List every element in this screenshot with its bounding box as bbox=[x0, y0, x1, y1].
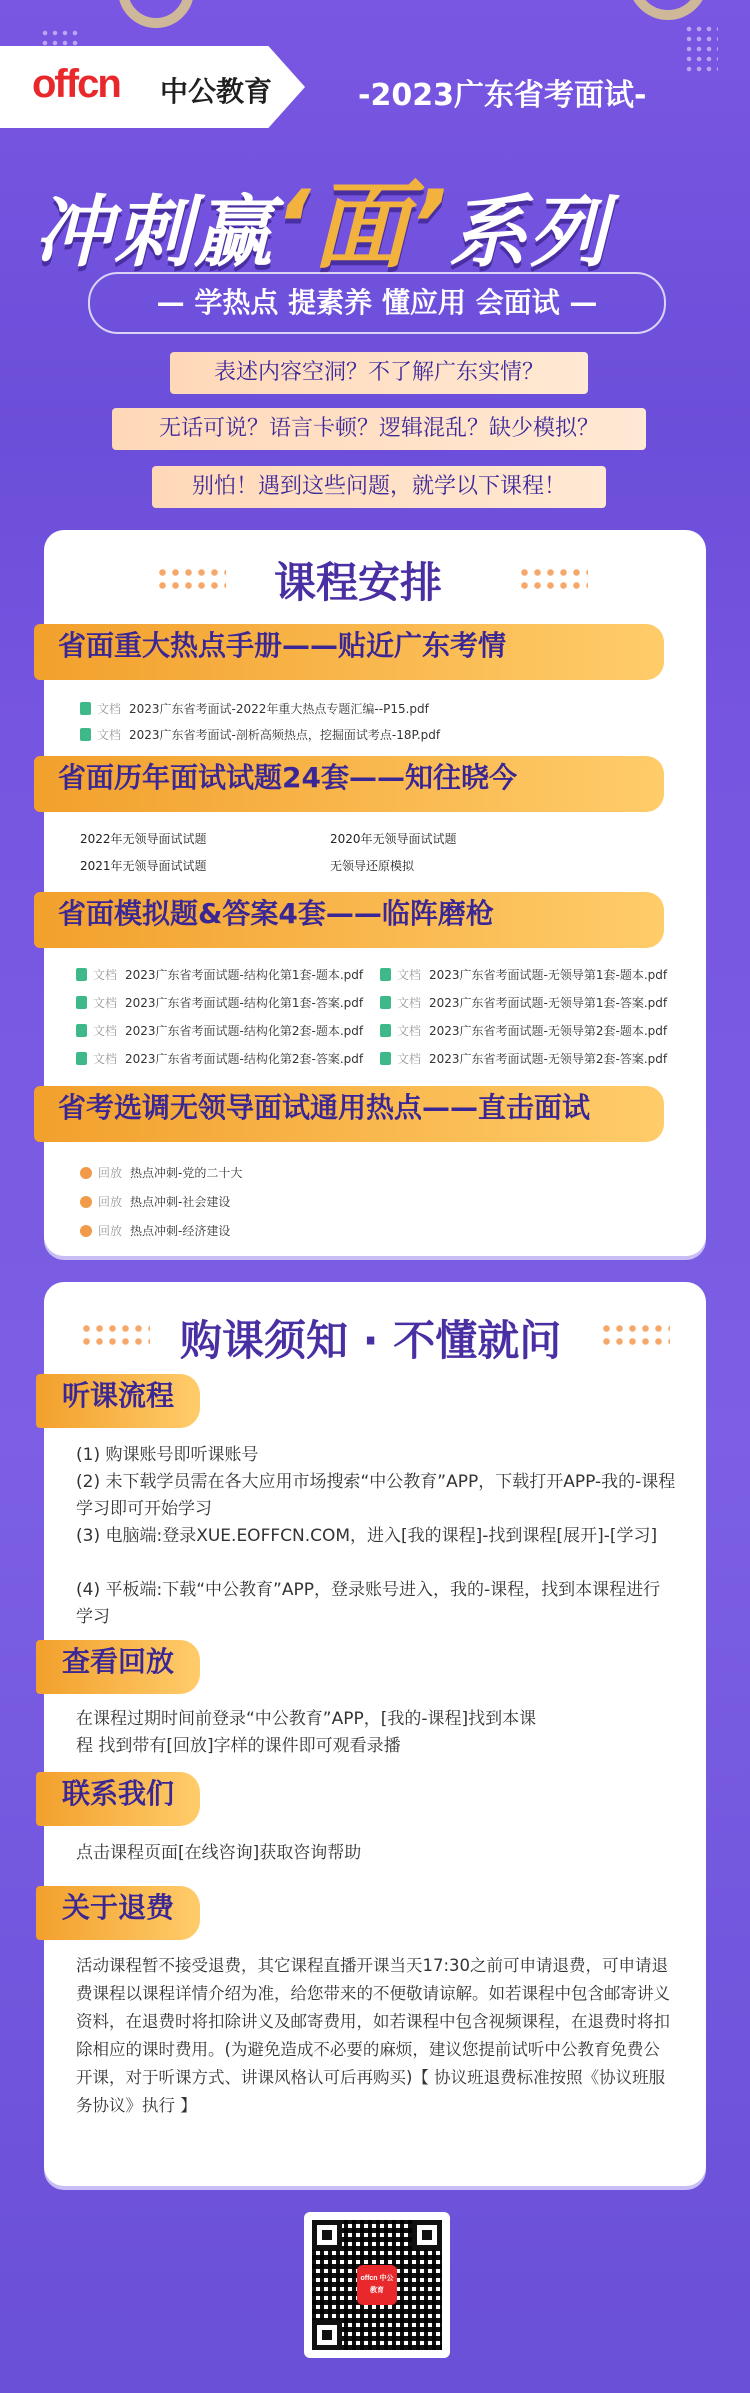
contact-text: 点击课程页面[在线咨询]获取咨询帮助 bbox=[76, 1843, 362, 1863]
tab-view-replay: 查看回放 bbox=[36, 1640, 200, 1694]
hero-title bbox=[34, 150, 609, 287]
file-name: 2023广东省考面试-2022年重大热点专题汇编--P15.pdf bbox=[129, 702, 429, 716]
section-leaderless-topics: 省考选调无领导面试通用热点——直击面试 bbox=[34, 1086, 664, 1142]
exam-title: -2023广东省考面试- bbox=[358, 78, 647, 113]
section-hot-topics: 省面重大热点手册——贴近广东考情 bbox=[34, 624, 664, 680]
document-icon bbox=[76, 968, 87, 981]
file-name: 2023广东省考面试题-无领导第1套-题本.pdf bbox=[429, 968, 668, 982]
document-icon bbox=[380, 996, 391, 1009]
document-icon bbox=[80, 728, 91, 741]
course-schedule-card bbox=[44, 530, 706, 1256]
file-name: 2023广东省考面试题-无领导第1套-答案.pdf bbox=[429, 996, 668, 1010]
qr-finder bbox=[312, 2320, 342, 2350]
file-item[interactable] bbox=[380, 1022, 667, 1039]
notice-title: 购课须知 · 不懂就问 bbox=[180, 1316, 562, 1365]
replay-name: 热点冲刺-经济建设 bbox=[130, 1224, 231, 1238]
listen-step: (2) 未下载学员需在各大应用市场搜索“中公教育”APP，下载打开APP-我的-课程学习即可开始学习 bbox=[76, 1472, 676, 1519]
listen-step: (1) 购课账号即听课账号 bbox=[76, 1445, 259, 1465]
file-item[interactable] bbox=[380, 966, 667, 983]
file-name: 2023广东省考面试题-无领导第2套-题本.pdf bbox=[429, 1024, 668, 1038]
document-icon bbox=[380, 1052, 391, 1065]
file-item[interactable] bbox=[76, 1050, 363, 1067]
qr-finder bbox=[312, 2220, 342, 2250]
file-name: 2023广东省考面试题-结构化第2套-题本.pdf bbox=[125, 1024, 364, 1038]
decor-dots bbox=[684, 24, 718, 72]
file-tag: 文档 bbox=[397, 1024, 422, 1038]
exam-item[interactable]: 2022年无领导面试试题 bbox=[80, 832, 207, 846]
decor-dots bbox=[156, 566, 226, 592]
document-icon bbox=[76, 1052, 87, 1065]
replay-item[interactable] bbox=[80, 1193, 230, 1210]
file-item[interactable] bbox=[76, 966, 363, 983]
decor-circle bbox=[628, 0, 708, 20]
qr-code[interactable] bbox=[304, 2212, 450, 2358]
section-mock-questions: 省面模拟题&答案4套——临阵磨枪 bbox=[34, 892, 664, 948]
document-icon bbox=[76, 996, 87, 1009]
replay-tag: 回放 bbox=[98, 1224, 123, 1238]
document-icon bbox=[380, 1024, 391, 1037]
pain-point-2: 无话可说？语言卡顿？逻辑混乱？缺少模拟？ bbox=[112, 408, 646, 450]
document-icon bbox=[80, 702, 91, 715]
file-item[interactable] bbox=[80, 700, 429, 717]
file-name: 2023广东省考面试题-无领导第2套-答案.pdf bbox=[429, 1052, 668, 1066]
qr-finder bbox=[412, 2220, 442, 2250]
hero-slogan: — 学热点 提素养 懂应用 会面试 — bbox=[88, 272, 666, 334]
file-tag: 文档 bbox=[397, 996, 422, 1010]
decor-dots bbox=[600, 1322, 670, 1348]
decor-dots bbox=[518, 566, 588, 592]
replay-instructions: 在课程过期时间前登录“中公教育”APP，[我的-课程]找到本课程 找到带有[回放]字样的课件即可观看录播 bbox=[76, 1709, 537, 1756]
pain-point-3: 别怕！遇到这些问题，就学以下课程！ bbox=[152, 466, 606, 508]
tab-refund: 关于退费 bbox=[36, 1886, 200, 1940]
file-name: 2023广东省考面试题-结构化第2套-答案.pdf bbox=[125, 1052, 364, 1066]
replay-item[interactable] bbox=[80, 1164, 242, 1181]
file-item[interactable] bbox=[380, 1050, 667, 1067]
file-item[interactable] bbox=[80, 726, 440, 743]
replay-icon bbox=[80, 1196, 92, 1208]
decor-dots bbox=[80, 1322, 150, 1348]
listen-step: (3) 电脑端:登录XUE.EOFFCN.COM，进入[我的课程]-找到课程[展开]-[学习] bbox=[76, 1526, 658, 1546]
replay-item[interactable] bbox=[80, 1222, 230, 1239]
file-tag: 文档 bbox=[93, 996, 118, 1010]
hero-title-part2: 系列 bbox=[448, 188, 609, 278]
logo-brand-name: 中公教育 bbox=[160, 75, 273, 108]
document-icon bbox=[76, 1024, 87, 1037]
file-tag: 文档 bbox=[97, 728, 122, 742]
pain-point-1: 表述内容空洞？不了解广东实情？ bbox=[170, 352, 588, 394]
replay-icon bbox=[80, 1167, 92, 1179]
file-tag: 文档 bbox=[397, 1052, 422, 1066]
purchase-notice-card bbox=[44, 1282, 706, 2186]
file-tag: 文档 bbox=[397, 968, 422, 982]
file-tag: 文档 bbox=[93, 1024, 118, 1038]
hero-title-part1: 冲刺赢 bbox=[34, 188, 275, 278]
file-name: 2023广东省考面试题-结构化第1套-题本.pdf bbox=[125, 968, 364, 982]
document-icon bbox=[380, 968, 391, 981]
qr-logo: offcn 中公教育 bbox=[357, 2265, 397, 2305]
file-item[interactable] bbox=[380, 994, 667, 1011]
replay-icon bbox=[80, 1225, 92, 1237]
listen-step: (4) 平板端:下载“中公教育”APP，登录账号进入，我的-课程，找到本课程进行学习 bbox=[76, 1580, 661, 1627]
file-tag: 文档 bbox=[97, 702, 122, 716]
logo-offcn: offcn bbox=[32, 62, 120, 106]
file-name: 2023广东省考面试-剖析高频热点，挖掘面试考点-18P.pdf bbox=[129, 728, 441, 742]
file-item[interactable] bbox=[76, 994, 363, 1011]
section-past-exams: 省面历年面试试题24套——知往晓今 bbox=[34, 756, 664, 812]
exam-item[interactable]: 无领导还原模拟 bbox=[330, 859, 415, 873]
file-item[interactable] bbox=[76, 1022, 363, 1039]
replay-name: 热点冲刺-社会建设 bbox=[130, 1195, 231, 1209]
qr-pattern bbox=[312, 2220, 442, 2350]
replay-name: 热点冲刺-党的二十大 bbox=[130, 1166, 243, 1180]
file-tag: 文档 bbox=[93, 1052, 118, 1066]
replay-tag: 回放 bbox=[98, 1195, 123, 1209]
tab-contact-us: 联系我们 bbox=[36, 1772, 200, 1826]
file-tag: 文档 bbox=[93, 968, 118, 982]
replay-tag: 回放 bbox=[98, 1166, 123, 1180]
exam-item[interactable]: 2021年无领导面试试题 bbox=[80, 859, 207, 873]
decor-circle bbox=[118, 0, 194, 28]
refund-text: 活动课程暂不接受退费，其它课程直播开课当天17:30之前可申请退费，可申请退费课程以课程详情介绍为准，给您带来的不便敬请谅解。如若课程中包含邮寄讲义资料，在退费时将扣除讲义及邮寄费用，如若课程中包含视频课程，在退费时将扣除相应的课时费用。(为避免造成不必要的麻烦，建议您提前试听中公教育免费公开课，对于听课方式、讲课风格认可后再购买)【 协议班退费标准按照《协议班服务协议》执行 】 bbox=[76, 1956, 670, 2115]
tab-listen-process: 听课流程 bbox=[36, 1374, 200, 1428]
file-name: 2023广东省考面试题-结构化第1套-答案.pdf bbox=[125, 996, 364, 1010]
hero-title-accent: ‘面’ bbox=[274, 170, 449, 282]
exam-item[interactable]: 2020年无领导面试试题 bbox=[330, 832, 457, 846]
schedule-title: 课程安排 bbox=[274, 558, 443, 607]
